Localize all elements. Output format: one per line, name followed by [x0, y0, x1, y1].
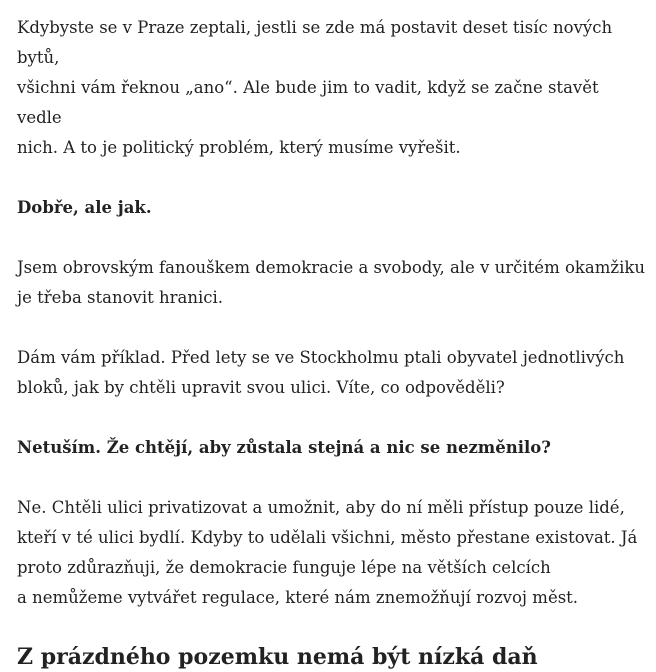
- interview-question: Dobře, ale jak.: [17, 198, 152, 217]
- answer-paragraph: Jsem obrovským fanouškem demokracie a svobody, ale v určitém okamžiku je třeba stanovit hranici.: [17, 258, 645, 307]
- article-body: [17, 13, 647, 672]
- interview-question: Netuším. Že chtějí, aby zůstala stejná a nic se nezměnilo?: [17, 438, 551, 457]
- answer-paragraph: Dám vám příklad. Před lety se ve Stockholmu ptali obyvatel jednotlivých bloků, jak by chtěli upravit svou ulici. Víte, co odpověděli?: [17, 348, 625, 397]
- answer-paragraph: Kdybyste se v Praze zeptali, jestli se zde má postavit deset tisíc nových bytů, všichni vám řeknou „ano“. Ale bude jim to vadit, když se začne stavět vedle nich. A to je politický problém, který musíme vyřešit.: [17, 18, 613, 157]
- section-heading: Z prázdného pozemku nemá být nízká daň: [17, 644, 538, 670]
- answer-paragraph: Ne. Chtěli ulici privatizovat a umožnit, aby do ní měli přístup pouze lidé, kteří v té ulici bydlí. Kdyby to udělali všichni, město přestane existovat. Já proto zdůrazňuji, že demokracie funguje lépe na větších celcích a nemůžeme vytvářet regulace, které nám znemožňují rozvoj měst.: [17, 498, 638, 607]
